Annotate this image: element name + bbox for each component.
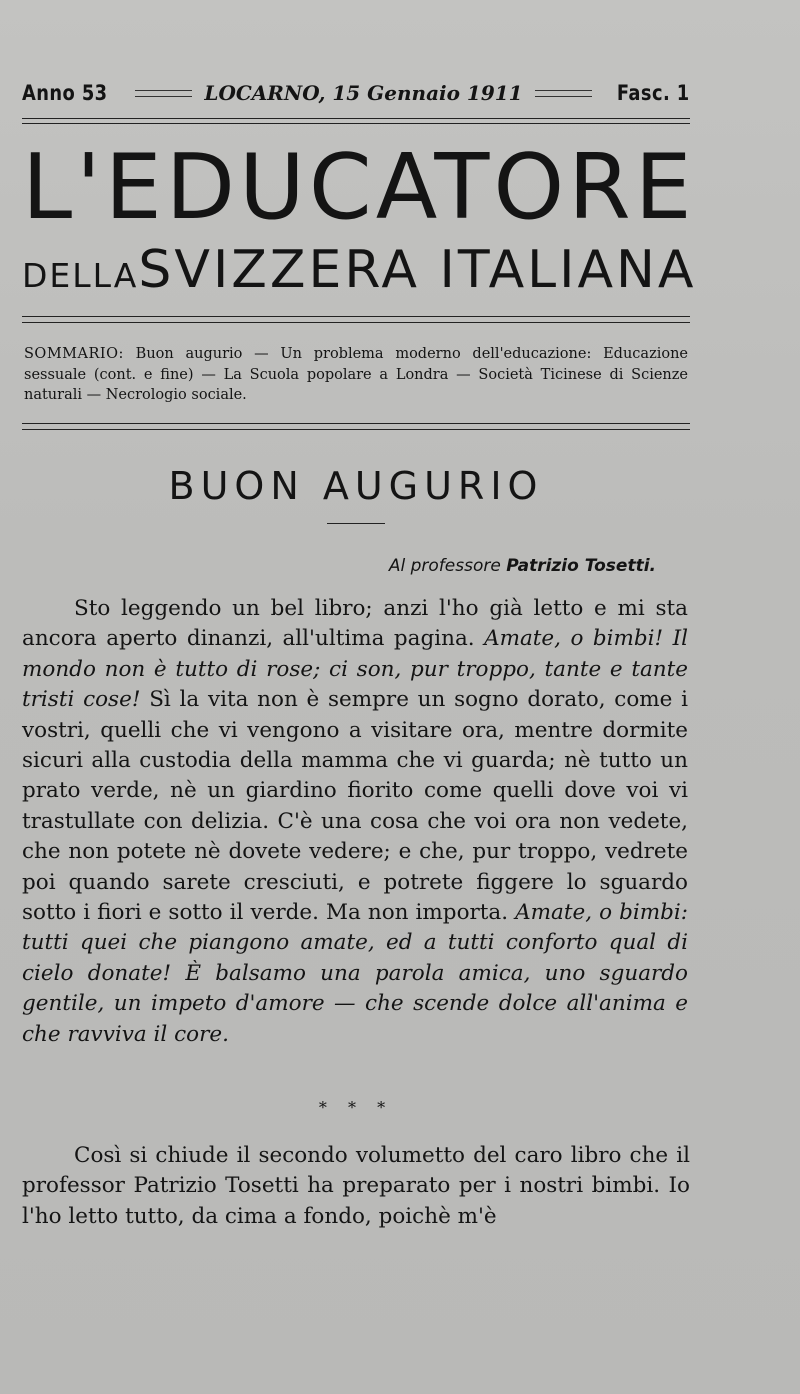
masthead-rule-top-1 [22,118,690,119]
issue-number: Fasc. 1 [617,81,690,105]
table-of-contents [24,344,688,406]
header-double-rule-right [535,90,593,97]
contents-rule-2 [22,429,690,430]
place-date: LOCARNO, 15 Gennaio 1911 [204,81,523,105]
paragraph-1-text-a: Sto leggendo un bel libro; anzi l'ho già letto e mi sta ancora aperto dinanzi, all'ultima pagina. [22,596,688,652]
subtitle-svizzera-italiana: SVIZZERA ITALIANA [138,240,697,300]
masthead-rule-top-2 [22,123,690,124]
dedication-name: Patrizio Tosetti. [506,556,656,576]
paragraph-1-quote-2: Amate, o bimbi: tutti quei che piangono amate, ed a tutti conforto qual di cielo donate! È balsamo una parola amica, uno sguardo gentile, un impeto d'amore — che scende dolce all'anima e che ravviva il core. [22,900,688,1047]
journal-subtitle [22,240,697,300]
issue-year: Anno 53 [22,81,108,105]
journal-title: L'EDUCATORE [22,135,696,240]
heading-underline [327,523,385,524]
subtitle-della: DELLA [22,256,139,295]
paragraph-1 [22,594,688,1050]
dedication-prefix: Al professore [388,556,501,576]
sommario-text: Buon augurio — Un problema moderno dell'educazione: Educazione sessuale (cont. e fine) — La Scuola popolare a Londra — Società Ticinese di Scienze naturali — Necrologio sociale. [24,346,688,403]
dedication [22,556,656,576]
article-body [22,594,688,1050]
masthead-rule-bottom-2 [22,322,690,323]
contents-rule-1 [22,423,690,424]
sommario-label: SOMMARIO: [24,346,124,362]
paragraph-1-quote-1: Amate, o bimbi! Il mondo non è tutto di rose; ci son, pur troppo, tante e tante tristi cose! [22,626,688,713]
section-separator: * * * [318,1098,394,1117]
issue-header [22,76,690,110]
paragraph-1-text-b: Sì la vita non è sempre un sogno dorato, come i vostri, quelli che vi vengono a visitare ora, mentre dormite sicuri alla custodia della mamma che vi guarda; nè tutto un prato verde, nè un giardino fiorito come quelli dove voi vi trastullate con delizia. C'è una cosa che voi ora non vedete, che non potete nè dovete vedere; e che, pur troppo, vedrete poi quando sarete cresciuti, e potrete figgere lo sguardo sotto i fiori e sotto il verde. Ma non importa. [22,687,688,926]
masthead-rule-bottom-1 [22,316,690,317]
header-double-rule-left [135,90,193,97]
paragraph-2: Così si chiude il secondo volumetto del caro libro che il professor Patrizio Tosetti ha preparato per i nostri bimbi. Io l'ho letto tutto, da cima a fondo, poichè m'è [22,1143,690,1229]
article-body-continued [22,1141,690,1232]
article-heading: BUON AUGURIO [168,464,544,508]
